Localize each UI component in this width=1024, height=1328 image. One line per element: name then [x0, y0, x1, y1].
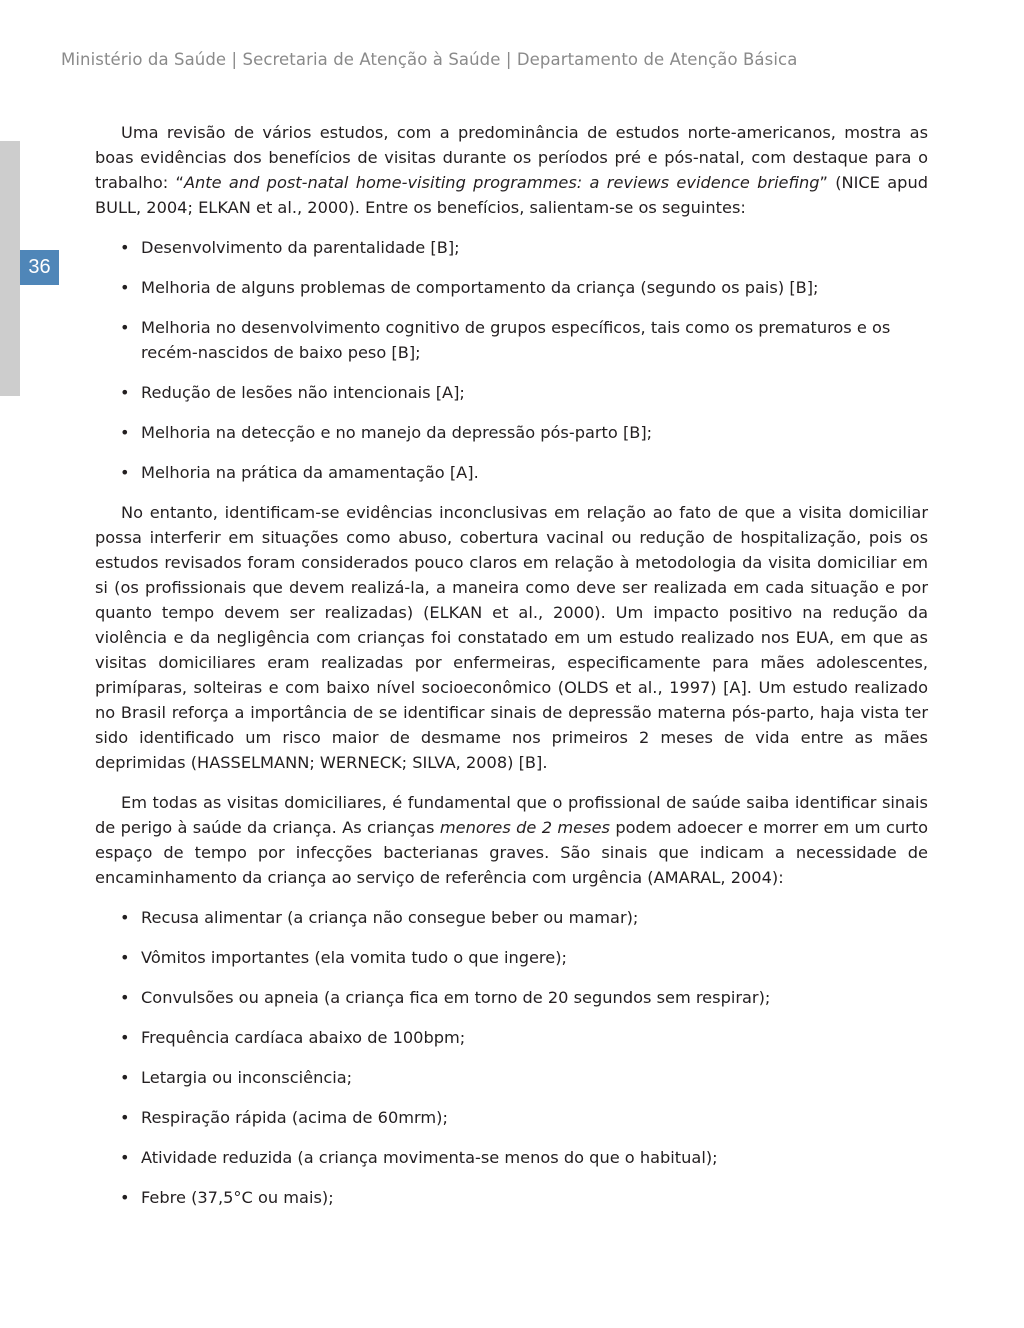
list-item: • Desenvolvimento da parentalidade [B]; — [95, 235, 928, 260]
list-item: • Recusa alimentar (a criança não consegue beber ou mamar); — [95, 905, 928, 930]
age-group-emphasis: menores de 2 meses — [439, 818, 610, 837]
list-item: • Letargia ou inconsciência; — [95, 1065, 928, 1090]
paragraph-danger-signs-rest: podem adoecer e morrer em um curto espaço de tempo por infecções bacterianas graves. São sinais que indicam a necessidade de encaminhamento da criança ao serviço de referência com urgência (AMARAL, 2004): — [95, 818, 929, 887]
page-number-tab: 36 — [20, 250, 59, 285]
paragraph-evidence: No entanto, identificam-se evidências inconclusivas em relação ao fato de que a visita domiciliar possa interferir em situações como abuso, cobertura vacinal ou redução de hospitalização, pois os estudos revisados foram considerados pouco claros em relação à metodologia da visita domiciliar em si (os profissionais que devem realizá-la, a maneira como deve ser realizada em cada situação e por quanto tempo devem ser realizadas) (ELKAN et al., 2000). Um impacto positivo na redução da violência e da negligência com crianças foi constatado em um estudo realizado nos EUA, em que as visitas domiciliares eram realizadas por enfermeiras, especificamente para mães adolescentes, primíparas, solteiras e com baixo nível socioeconômico (OLDS et al., 1997) [A]. Um estudo realizado no Brasil reforça a importância de se identificar sinais de depressão materna pós-parto, haja vista ter sido identificado um risco maior de desmame nos primeiros 2 meses de vida entre as mães deprimidas (HASSELMANN; WERNECK; SILVA, 2008) [B]. — [95, 503, 928, 772]
paragraph-danger-signs-text: Em todas as visitas domiciliares, é fundamental que o profissional de saúde saiba identificar sinais de perigo à saúde da criança. As crianças — [95, 793, 928, 837]
side-margin-bar — [0, 141, 20, 396]
list-item: • Melhoria no desenvolvimento cognitivo de grupos específicos, tais como os prematuros e os recém-nascidos de baixo peso [B]; — [95, 315, 928, 365]
danger-signs-list — [95, 905, 928, 1210]
list-item: • Frequência cardíaca abaixo de 100bpm; — [95, 1025, 928, 1050]
paragraph-intro-citation: ” (NICE apud BULL, 2004; ELKAN et al., 2000). Entre os benefícios, salientam-se os seguintes: — [95, 173, 928, 217]
list-item: • Atividade reduzida (a criança movimenta-se menos do que o habitual); — [95, 1145, 928, 1170]
main-content — [95, 120, 928, 1225]
benefits-list — [95, 235, 928, 485]
paragraph-intro-text: Uma revisão de vários estudos, com a predominância de estudos norte-americanos, mostra as boas evidências dos benefícios de visitas durante os períodos pré e pós-natal, com destaque para o trabalho: “ — [95, 123, 928, 192]
list-item: • Melhoria na detecção e no manejo da depressão pós-parto [B]; — [95, 420, 928, 445]
running-header: Ministério da Saúde | Secretaria de Atenção à Saúde | Departamento de Atenção Básica — [61, 50, 798, 69]
paragraph-danger-signs — [95, 790, 928, 890]
list-item: • Respiração rápida (acima de 60mrm); — [95, 1105, 928, 1130]
list-item: • Convulsões ou apneia (a criança fica em torno de 20 segundos sem respirar); — [95, 985, 928, 1010]
list-item: • Febre (37,5°C ou mais); — [95, 1185, 928, 1210]
list-item: • Redução de lesões não intencionais [A]; — [95, 380, 928, 405]
cited-work-title: Ante and post-natal home-visiting programmes: a reviews evidence briefing — [183, 173, 820, 192]
list-item: • Vômitos importantes (ela vomita tudo o que ingere); — [95, 945, 928, 970]
paragraph-intro — [95, 120, 928, 220]
list-item: • Melhoria de alguns problemas de comportamento da criança (segundo os pais) [B]; — [95, 275, 928, 300]
list-item: • Melhoria na prática da amamentação [A]. — [95, 460, 928, 485]
